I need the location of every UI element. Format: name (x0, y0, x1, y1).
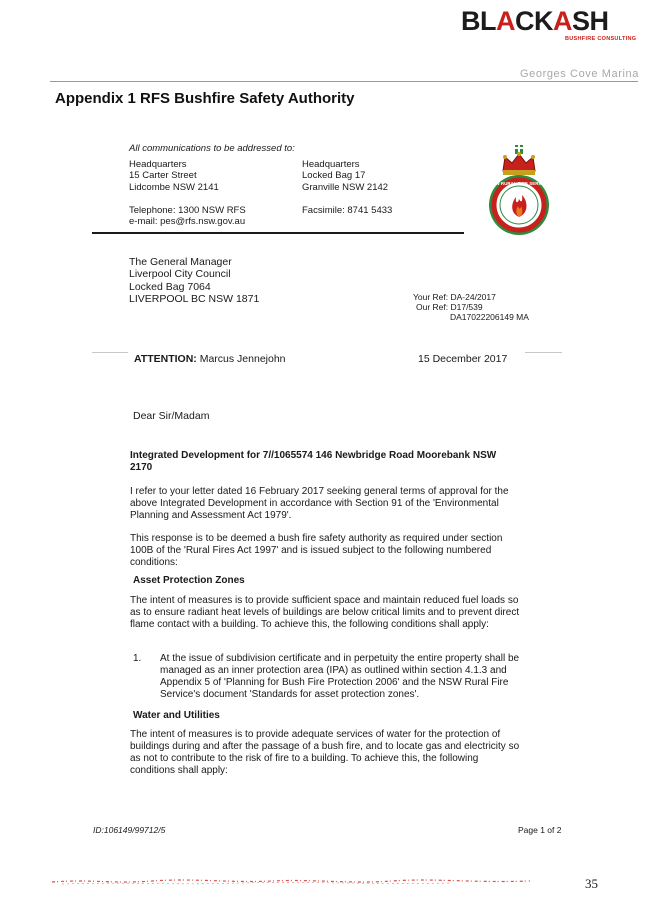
heading-asset-protection: Asset Protection Zones (133, 575, 245, 586)
scan-artifact (52, 873, 532, 891)
list-item-number: 1. (133, 653, 142, 664)
page-title: Appendix 1 RFS Bushfire Safety Authority (55, 90, 355, 107)
letterhead-divider (92, 232, 464, 234)
your-ref: Your Ref: DA-24/2017 (413, 292, 496, 302)
address-line: Headquarters (129, 159, 187, 170)
list-item: At the issue of subdivision certificate and in perpetuity the entire property shall be managed as an inner protection area (IPA) as outlined within section 4.1.3 and Appendix 5 of 'Planning for Bush Fire Protection 2006' and the NSW Rural Fire Service's document 'Standards for asset protection zones'. (160, 653, 520, 700)
right-address (302, 159, 388, 193)
communications-note: All communications to be addressed to: (129, 143, 295, 154)
project-name: Georges Cove Marina (519, 68, 639, 80)
address-line: Lidcombe NSW 2141 (129, 181, 219, 193)
paragraph-intro: I refer to your letter dated 16 February 2017 seeking general terms of approval for the above Integrated Development in accordance with Section 91 of the 'Environmental Planning and Assessment Act 1979'. (130, 486, 509, 521)
paragraph-water-utilities: The intent of measures is to provide adequate services of water for the protection of buildings during and after the passage of a bush fire, and to locate gas and electricity so as not to contribute to the risk of fire to a building. To achieve this, the following conditions shall apply: (130, 729, 520, 776)
contact-block (129, 205, 246, 228)
subject-line: Integrated Development for 7//1065574 146 Newbridge Road Moorebank NSW 2170 (130, 450, 497, 473)
attention-rule-left (92, 352, 128, 353)
heading-water-utilities: Water and Utilities (133, 710, 220, 721)
salutation: Dear Sir/Madam (133, 410, 210, 422)
recipient-line: Locked Bag 7064 (129, 280, 211, 293)
address-line: Headquarters (302, 159, 360, 170)
header-divider (50, 81, 638, 82)
facsimile: Facsimile: 8741 5433 (302, 205, 393, 216)
attention-line (134, 353, 286, 365)
rfs-seal-icon (484, 143, 554, 239)
telephone: Telephone: 1300 NSW RFS (129, 205, 246, 216)
letter-date: 15 December 2017 (418, 353, 508, 365)
blackash-logo: BLACKASH (461, 6, 609, 36)
left-address (129, 159, 219, 193)
address-line: 15 Carter Street (129, 170, 197, 182)
recipient-line: LIVERPOOL BC NSW 1871 (129, 292, 260, 305)
address-line: Locked Bag 17 (302, 170, 366, 182)
email: e-mail: pes@rfs.nsw.gov.au (129, 216, 246, 228)
page-number: 35 (585, 876, 598, 891)
attention-label: ATTENTION: (134, 353, 197, 365)
attention-name: Marcus Jennejohn (199, 353, 286, 365)
paragraph-asset-protection: The intent of measures is to provide sufficient space and maintain reduced fuel loads so as to ensure radiant heat levels of buildings are below critical limits and to prevent direct flame contact with a building. To achieve this, the following conditions shall apply: (130, 595, 520, 630)
recipient-address (129, 256, 259, 305)
page-indicator: Page 1 of 2 (518, 825, 562, 835)
logo-subtitle: BUSHFIRE CONSULTING (565, 36, 637, 42)
our-ref: Our Ref: D17/539 (416, 302, 483, 313)
document-id: ID:106149/99712/5 (93, 825, 166, 835)
address-line: Granville NSW 2142 (302, 181, 389, 193)
rfs-seal (484, 143, 554, 239)
recipient-line: The General Manager (129, 256, 232, 268)
recipient-line: Liverpool City Council (129, 268, 231, 281)
paragraph-authority: This response is to be deemed a bush fire safety authority as required under section 100B of the 'Rural Fires Act 1997' and is issued subject to the following numbered conditions: (130, 533, 503, 568)
doc-ref: DA17022206149 MA (450, 312, 529, 323)
seal-text: NSW RURAL FIRE SERVICE (489, 181, 549, 186)
attention-rule-right (525, 352, 562, 353)
reference-block (413, 292, 529, 323)
